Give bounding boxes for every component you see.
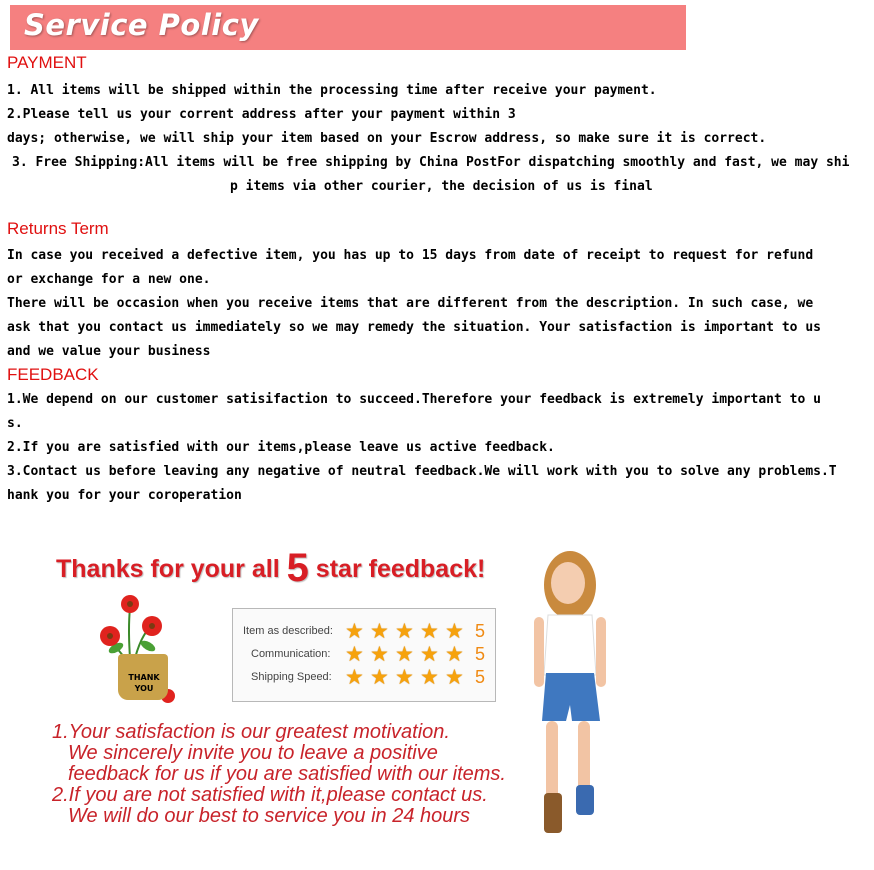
payment-line: 3. Free Shipping:All items will be free shipping by China PostFor dispatching smoothly and fast, we may shi: [12, 155, 850, 170]
rating-row: [233, 667, 495, 689]
star-icon: ★: [420, 665, 439, 689]
promo-line: 2.If you are not satisfied with it,please contact us.: [52, 784, 488, 806]
pot-label: THANK YOU: [128, 673, 160, 693]
feedback-line: hank you for your coroperation: [7, 488, 242, 503]
returns-line: ask that you contact us immediately so we may remedy the situation. Your satisfaction is important to us: [7, 320, 821, 335]
payment-line: 2.Please tell us your corrent address after your payment within 3: [7, 107, 516, 122]
star-icon: ★: [420, 619, 439, 643]
girl-illustration: [520, 545, 650, 850]
rating-label: Shipping Speed:: [251, 671, 332, 683]
rating-box: [232, 608, 496, 702]
star-icon: ★: [395, 665, 414, 689]
feedback-line: s.: [7, 416, 23, 431]
star-icon: ★: [345, 665, 364, 689]
returns-heading: Returns Term: [7, 219, 109, 238]
payment-line: 1. All items will be shipped within the processing time after receive your payment.: [7, 83, 657, 98]
returns-line: or exchange for a new one.: [7, 272, 211, 287]
rating-row: [233, 644, 495, 666]
rating-value: 5: [475, 644, 486, 664]
star-icon: ★: [345, 642, 364, 666]
feedback-line: 3.Contact us before leaving any negative of neutral feedback.We will work with you to solve any problems.T: [7, 464, 837, 479]
star-icon: ★: [345, 619, 364, 643]
feedback-heading: FEEDBACK: [7, 365, 99, 384]
star-icon: ★: [370, 665, 389, 689]
payment-line: p items via other courier, the decision of us is final: [230, 179, 653, 194]
star-icon: ★: [445, 665, 464, 689]
star-icon: ★: [370, 619, 389, 643]
star-icon: ★: [395, 642, 414, 666]
star-icon: ★: [370, 642, 389, 666]
promo-title-before: Thanks for your all: [56, 555, 287, 583]
returns-line: and we value your business: [7, 344, 211, 359]
rating-label: Communication:: [251, 648, 331, 660]
returns-line: In case you received a defective item, you has up to 15 days from date of receipt to request for refund: [7, 248, 814, 263]
rating-value: 5: [475, 621, 486, 641]
rating-value: 5: [475, 667, 486, 687]
promo-line: feedback for us if you are satisfied with our items.: [68, 763, 506, 785]
promo-title-number: 5: [286, 546, 309, 590]
service-policy-banner: [10, 5, 686, 50]
star-icon: ★: [445, 619, 464, 643]
payment-heading: PAYMENT: [7, 53, 87, 72]
promo-title-after: star feedback!: [308, 555, 486, 583]
page-title: Service Policy: [24, 8, 259, 42]
star-icon: ★: [445, 642, 464, 666]
payment-line: days; otherwise, we will ship your item based on your Escrow address, so make sure it is correct.: [7, 131, 767, 146]
feedback-line: 2.If you are satisfied with our items,please leave us active feedback.: [7, 440, 555, 455]
rating-row: [233, 621, 495, 643]
star-icon: ★: [395, 619, 414, 643]
promo-line: 1.Your satisfaction is our greatest motivation.: [52, 721, 450, 743]
star-icon: ★: [420, 642, 439, 666]
promo-title: [56, 546, 485, 591]
feedback-line: 1.We depend on our customer satisifaction to succeed.Therefore your feedback is extremely important to u: [7, 392, 821, 407]
promo-line: We will do our best to service you in 24 hours: [68, 805, 471, 827]
returns-line: There will be occasion when you receive items that are different from the description. In such case, we: [7, 296, 814, 311]
promo-line: We sincerely invite you to leave a positive: [68, 742, 438, 764]
rating-label: Item as described:: [243, 625, 333, 637]
